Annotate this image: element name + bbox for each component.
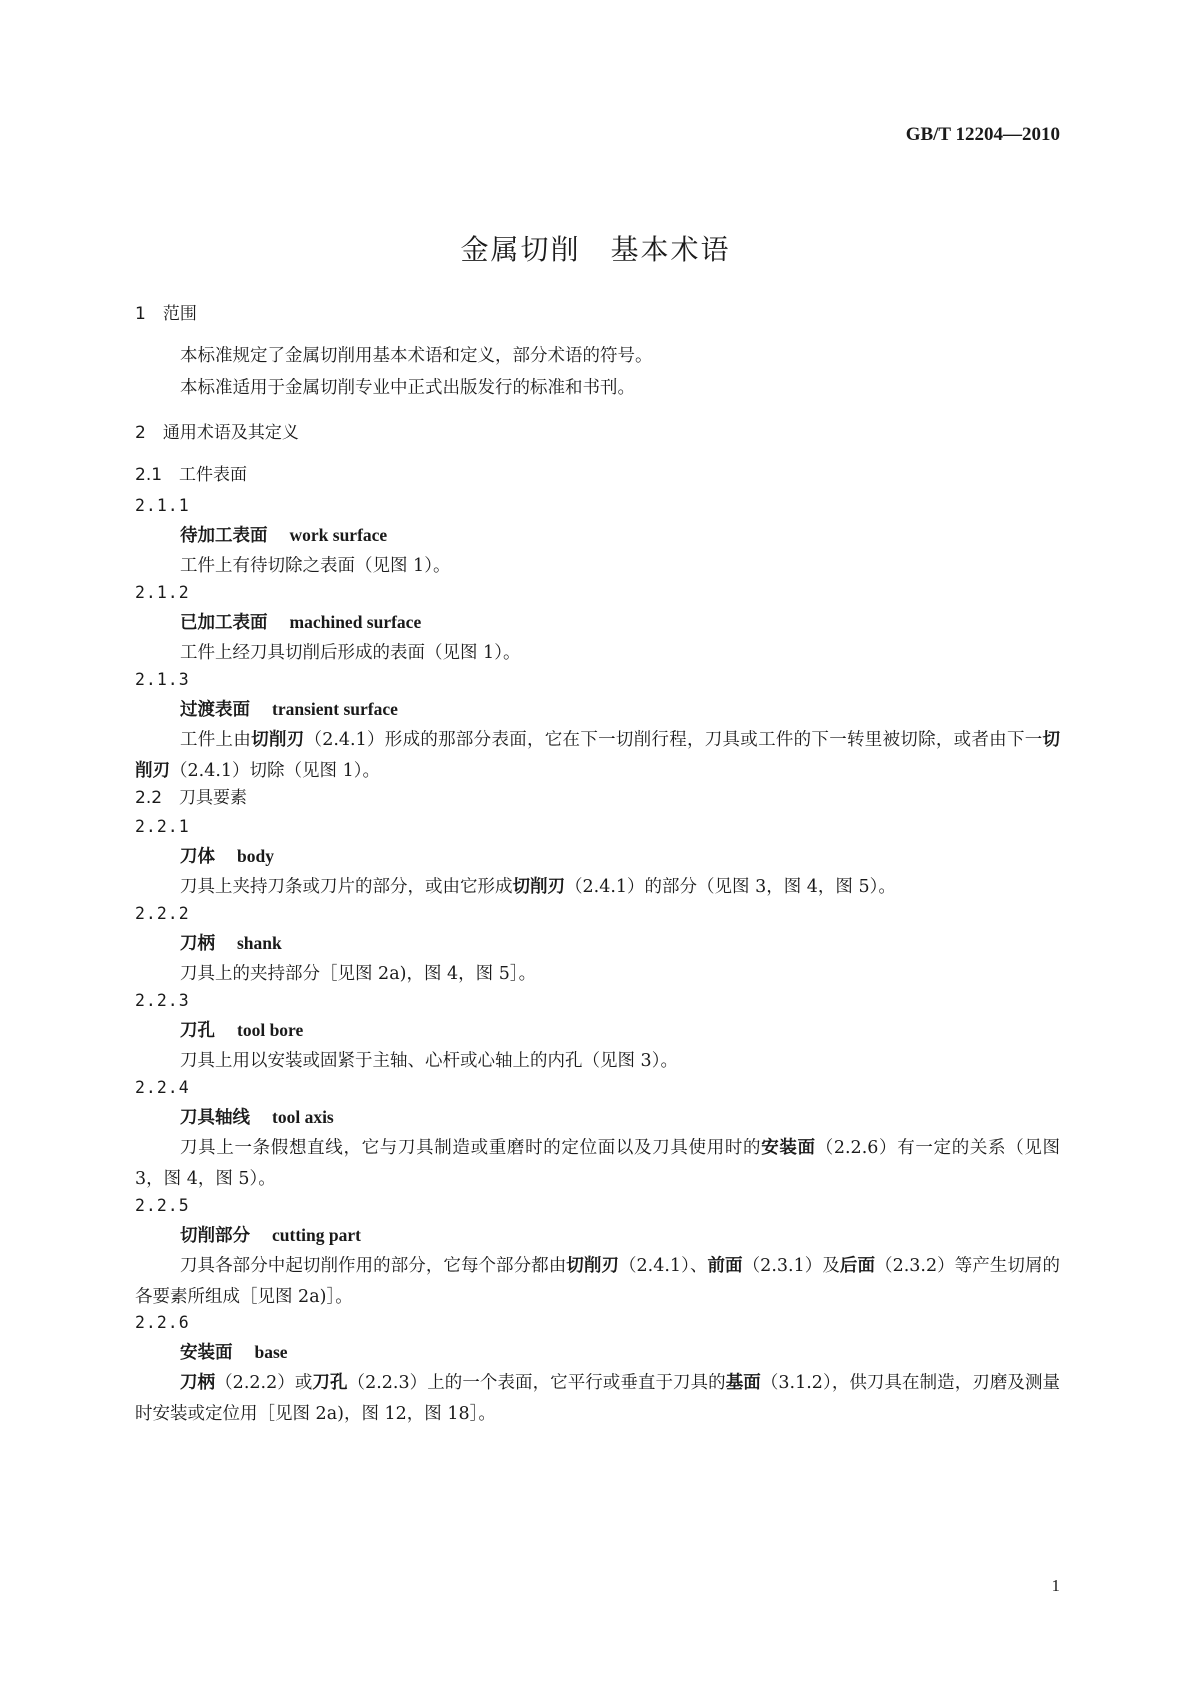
definition-text: （3.1.2），供刀具在制造，刃磨及测量时安装或定位用［见图 2a)，图 12，图 18］。 [135,1373,1061,1424]
term-definition [135,959,1060,990]
term-reference: 切削刃 [566,1256,619,1276]
term-english: cutting part [272,1225,361,1245]
term-definition [135,1046,1060,1077]
term-english: transient surface [272,699,398,719]
term-chinese: 已加工表面 [180,613,268,633]
section-heading-general-terms: 2 通用术语及其定义 [135,423,299,443]
term-english: body [237,846,274,866]
term-number: 2.1.1 [135,496,190,515]
term-definition [135,551,1060,582]
term-number: 2.2.1 [135,817,190,836]
definition-text: 工件上有待切除之表面（见图 1）。 [180,556,451,576]
term-definition [135,872,1060,903]
term-number: 2.1.2 [135,583,190,602]
term-english: base [254,1342,288,1362]
term-reference: 前面 [707,1256,743,1276]
term-english: shank [237,933,282,953]
term-reference: 切削刃 [251,730,305,750]
term-chinese: 刀孔 [180,1021,215,1041]
term-heading [180,844,274,869]
definition-text: 工件上由 [180,730,252,750]
term-chinese: 安装面 [180,1343,233,1363]
scope-paragraph: 本标准规定了金属切削用基本术语和定义，部分术语的符号。 [180,346,653,366]
subsection-heading-workpiece-surface: 2.1 工件表面 [135,465,248,485]
term-heading [180,931,282,956]
term-definition [135,638,1060,669]
term-heading [180,697,398,722]
term-reference: 基面 [725,1373,761,1393]
definition-text: 工件上经刀具切削后形成的表面（见图 1）。 [180,643,521,663]
term-number: 2.2.3 [135,991,190,1010]
term-definition [135,1251,1060,1313]
term-reference: 切削刃 [512,877,565,897]
definition-text: （2.4.1）形成的那部分表面，它在下一切削行程，刀具或工件的下一转里被切除，或者由下一 [304,730,1043,750]
term-heading [180,1223,361,1248]
term-reference: 刀孔 [312,1373,348,1393]
term-chinese: 刀体 [180,847,215,867]
definition-text: 刀具各部分中起切削作用的部分，它每个部分都由 [180,1256,567,1276]
scope-paragraph: 本标准适用于金属切削专业中正式出版发行的标准和书刊。 [180,378,635,398]
term-english: tool axis [272,1107,334,1127]
term-reference: 刀柄 [180,1373,216,1393]
term-number: 2.1.3 [135,670,190,689]
term-chinese: 刀柄 [180,934,215,954]
definition-text: （2.2.3）上的一个表面，它平行或垂直于刀具的 [347,1373,726,1393]
term-heading [180,1340,288,1365]
term-definition [135,1368,1060,1430]
subsection-heading-tool-elements: 2.2 刀具要素 [135,788,248,808]
term-number: 2.2.2 [135,904,190,923]
standard-code: GB/T 12204—2010 [905,124,1060,145]
term-chinese: 刀具轴线 [180,1108,250,1128]
term-definition [135,725,1060,787]
definition-text: （2.3.1）及 [742,1256,840,1276]
page-number: 1 [1051,1576,1060,1595]
definition-text: （2.4.1）的部分（见图 3，图 4，图 5）。 [565,877,896,897]
term-number: 2.2.5 [135,1196,190,1215]
definition-text: 刀具上用以安装或固紧于主轴、心杆或心轴上的内孔（见图 3）。 [180,1051,678,1071]
section-heading-scope: 1 范围 [135,304,197,324]
definition-text: （2.4.1）切除（见图 1）。 [170,761,380,781]
term-number: 2.2.4 [135,1078,190,1097]
term-reference: 切削刃 [135,730,1060,781]
term-english: work surface [289,525,388,545]
definition-text: （2.2.2）或 [215,1373,313,1393]
definition-text: 刀具上一条假想直线，它与刀具制造或重磨时的定位面以及刀具使用时的 [180,1138,762,1158]
definition-text: （2.4.1）、 [618,1256,708,1276]
term-reference: 安装面 [761,1138,816,1158]
term-heading [180,1105,334,1130]
definition-text: （2.3.2）等产生切屑的各要素所组成［见图 2a)］。 [135,1256,1061,1307]
term-english: machined surface [289,612,422,632]
term-chinese: 待加工表面 [180,526,268,546]
term-number: 2.2.6 [135,1313,190,1332]
term-heading [180,523,387,548]
term-english: tool bore [237,1020,304,1040]
document-title: 金属切削 基本术语 [460,233,731,266]
term-reference: 后面 [839,1256,876,1276]
definition-text: 刀具上的夹持部分［见图 2a)，图 4，图 5］。 [180,964,537,984]
term-heading [180,610,421,635]
definition-text: （2.2.6）有一定的关系（见图 3，图 4，图 5）。 [135,1138,1061,1189]
definition-text: 刀具上夹持刀条或刀片的部分，或由它形成 [180,877,513,897]
term-chinese: 切削部分 [180,1226,250,1246]
term-definition [135,1133,1060,1195]
term-chinese: 过渡表面 [180,700,250,720]
term-heading [180,1018,303,1043]
